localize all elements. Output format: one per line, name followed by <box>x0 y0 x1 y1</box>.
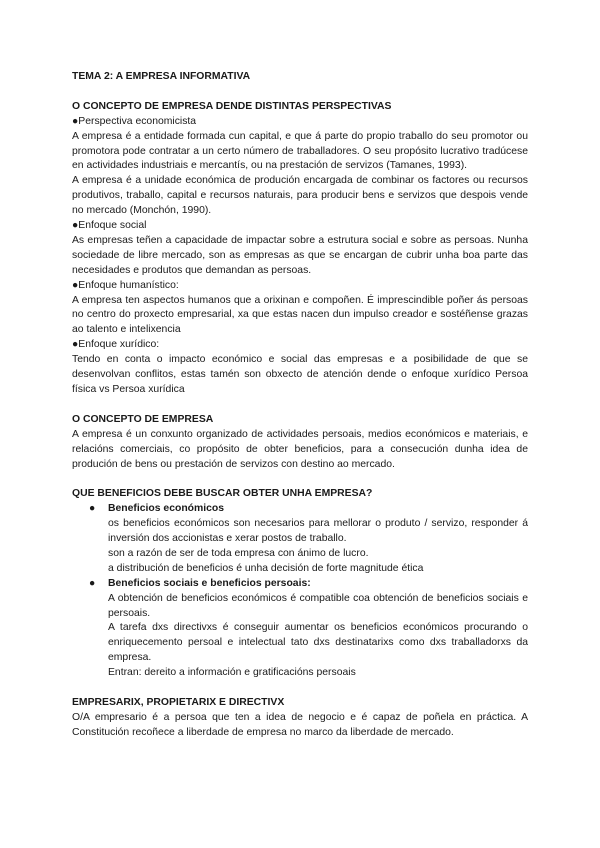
paragraph: A empresa é a entidade formada cun capital, e que á parte do propio traballo do seu promotor ou promotora pode contratar a un certo número de traballadores. O seu propósito lucrativo tradúcese en actividades industriais e mercantís, ou na prestación de servizos (Tamanes, 1993). <box>72 130 528 172</box>
section-heading-entrepreneurs: EMPRESARIX, PROPIETARIX E DIRECTIVX <box>72 697 285 708</box>
list-item-line: os beneficios económicos son necesarios para mellorar o produto / servizo, responder á inversión dos accionistas e xerar postos de traballo. <box>108 518 528 545</box>
list-item-title: Beneficios económicos <box>108 503 225 515</box>
list-item-line: son a razón de ser de toda empresa con ánimo de lucro. <box>108 547 369 559</box>
list-item-title: Beneficios sociais e beneficios persoais: <box>108 577 311 589</box>
list-item-line: A obtención de beneficios económicos é compatible coa obtención de beneficios sociais e persoais. <box>108 592 528 619</box>
document-page <box>72 70 528 741</box>
section-heading-perspectives: O CONCEPTO DE EMPRESA DENDE DISTINTAS PERSPECTIVAS <box>72 100 392 112</box>
perspective-label: ●Enfoque social <box>72 220 147 232</box>
perspective-label: ●Enfoque xurídico: <box>72 339 160 351</box>
list-item-line: a distribución de beneficios é unha decisión de forte magnitude ética <box>108 562 424 574</box>
list-item <box>72 502 528 577</box>
paragraph: A empresa ten aspectos humanos que a orixinan e compoñen. É imprescindible poñer ás persoas no centro do proxecto empresarial, xa que estas nacen dun impulso creador e sostéñense grazas ao talento e intelixencia <box>72 294 528 336</box>
list-item-line: A tarefa dxs directivxs é conseguir aumentar os beneficios económicos procurando o enriquecemento persoal e intelectual tato dxs destinatarixs como dxs traballadorxs da empresa. <box>108 622 528 664</box>
document-title: TEMA 2: A EMPRESA INFORMATIVA <box>72 71 251 82</box>
paragraph: Tendo en conta o impacto económico e social das empresas e a posibilidade de que se desenvolvan conflitos, estas tamén son obxecto de atención dende o enfoque xurídico Persoa física vs Persoa xurídica <box>72 354 528 396</box>
perspective-label: ●Enfoque humanístico: <box>72 279 179 291</box>
paragraph: A empresa é un conxunto organizado de actividades persoais, medios económicos e materiais, e relacións comerciais, co propósito de obter beneficios, para a consecución dunha idea de produción de bens ou prestación de servizos con destino ao mercado. <box>72 428 528 470</box>
paragraph: A empresa é a unidade económica de produción encargada de combinar os factores ou recursos produtivos, traballo, capital e recursos naturais, para producir bens e servizos que despois vende no mercado (Monchón, 1990). <box>72 175 528 217</box>
benefits-list <box>72 502 528 681</box>
section-heading-concept: O CONCEPTO DE EMPRESA <box>72 413 214 425</box>
paragraph: As empresas teñen a capacidade de impactar sobre a estrutura social e sobre as persoas. Nunha sociedade de libre mercado, son as empresas as que se encargan de cubrir unha boa parte das necesidades e produtos que demandan as persoas. <box>72 234 528 276</box>
section-heading-benefits: QUE BENEFICIOS DEBE BUSCAR OBTER UNHA EMPRESA? <box>72 488 373 500</box>
bullet-icon: ● <box>89 503 96 515</box>
list-item <box>72 577 528 681</box>
list-item-line: Entran: dereito a información e gratificacións persoais <box>108 667 356 679</box>
paragraph: O/A empresario é a persoa que ten a idea de negocio e é capaz de poñela en práctica. A Constitución recoñece a liberdade de empresa no marco da liberdade de mercado. <box>72 711 528 738</box>
perspective-label: ●Perspectiva economicista <box>72 115 197 127</box>
bullet-icon: ● <box>89 577 96 589</box>
